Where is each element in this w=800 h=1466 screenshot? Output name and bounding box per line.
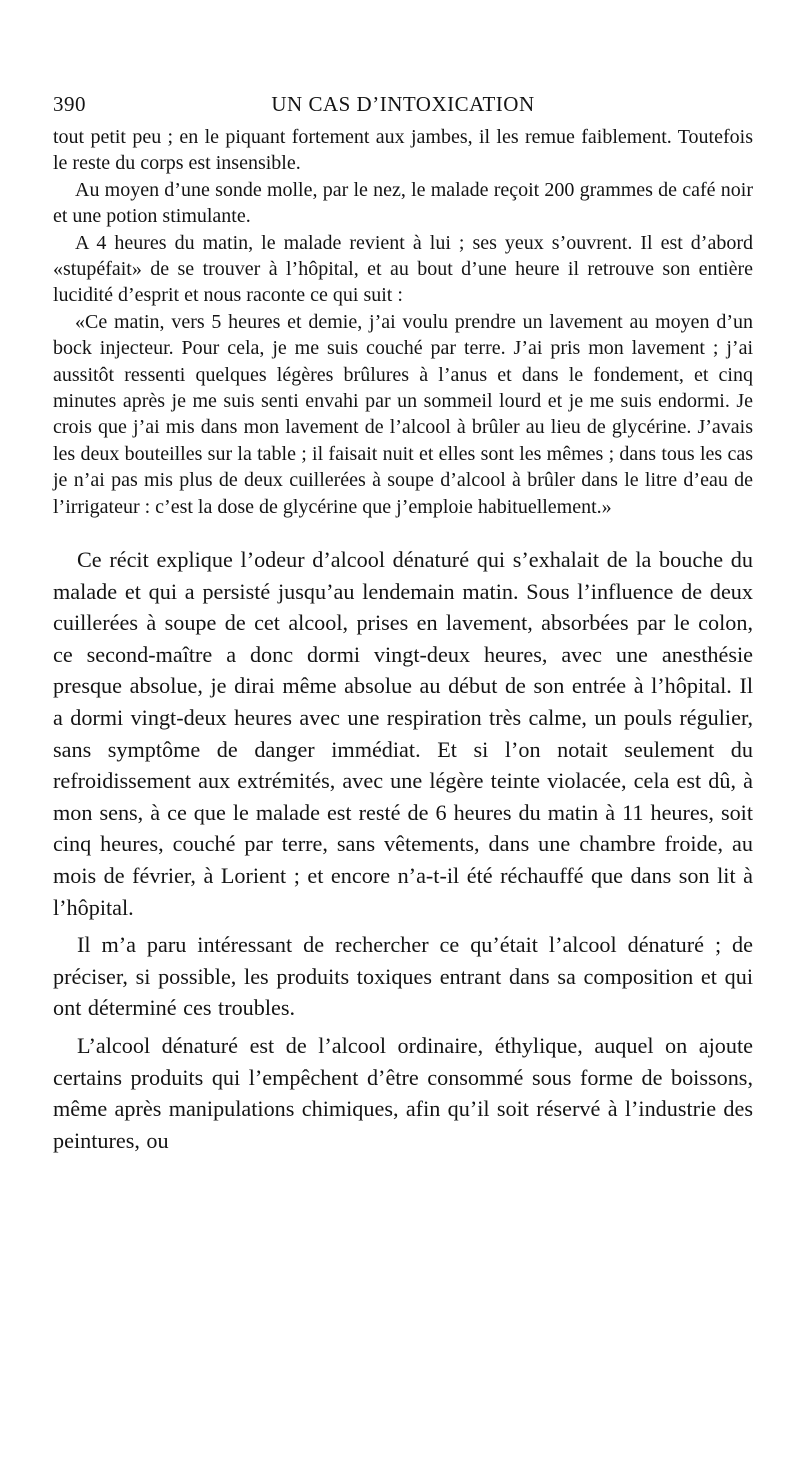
paragraph: A 4 heures du matin, le malade revient à lui ; ses yeux s’ouvrent. Il est d’abord «stupéfait» de se trouver à l’hôpital, et au bout d’une heure il retrouve son entière lucidité d’esprit et nous raconte ce qui suit :	[53, 231, 753, 307]
book-page	[53, 84, 753, 1156]
small-text-block	[53, 124, 753, 520]
page-number: 390	[53, 92, 86, 116]
quoted-paragraph: «Ce matin, vers 5 heures et demie, j’ai voulu prendre un lavement au moyen d’un bock injecteur. Pour cela, je me suis couché par terre. J’ai pris mon lavement ; j’ai aussitôt ressenti quelques légères brûlures à l’anus et dans le fondement, et cinq minutes après je me suis senti envahi par un sommeil lourd et je me suis endormi. Je crois que j’ai mis dans mon lavement de l’alcool à brûler au lieu de glycérine. J’avais les deux bouteilles sur la table ; il faisait nuit et elles sont les mêmes ; dans tous les cas je n’ai pas mis plus de deux cuillerées à soupe d’alcool à brûler dans le litre d’eau de l’irrigateur : c’est la dose de glycérine que j’emploie habituellement.»	[53, 310, 753, 518]
running-title: UN CAS D’INTOXICATION	[271, 92, 535, 116]
paragraph: Il m’a paru intéressant de rechercher ce qu’était l’alcool dénaturé ; de préciser, si possible, les produits toxiques entrant dans sa composition et qui ont déterminé ces troubles.	[53, 932, 753, 1021]
paragraph: Ce récit explique l’odeur d’alcool dénaturé qui s’exhalait de la bouche du malade et qui a persisté jusqu’au lendemain matin. Sous l’influence de deux cuillerées à soupe de cet alcool, prises en lavement, absorbées par le colon, ce second-maître a donc dormi vingt-deux heures, avec une anesthésie presque absolue, je dirai même absolue au début de son entrée à l’hôpital. Il a dormi vingt-deux heures avec une respiration très calme, un pouls régulier, sans symptôme de danger immédiat. Et si l’on notait seulement du refroidissement aux extrémités, avec une légère teinte violacée, cela est dû, à mon sens, à ce que le malade est resté de 6 heures du matin à 11 heures, soit cinq heures, couché par terre, sans vêtements, dans une chambre froide, au mois de février, à Lorient ; et encore n’a-t-il été réchauffé que dans son lit à l’hôpital.	[53, 547, 753, 920]
paragraph: tout petit peu ; en le piquant fortement aux jambes, il les remue faiblement. Toutefois le reste du corps est insensible.	[53, 126, 753, 175]
paragraph: Au moyen d’une sonde molle, par le nez, le malade reçoit 200 grammes de café noir et une potion stimulante.	[53, 178, 753, 228]
running-head	[53, 84, 753, 124]
paragraph: L’alcool dénaturé est de l’alcool ordinaire, éthylique, auquel on ajoute certains produits qui l’empêchent d’être consommé sous forme de boissons, même après manipulations chimiques, afin qu’il soit réservé à l’industrie des peintures, ou	[53, 1033, 753, 1153]
large-text-block	[53, 544, 753, 1156]
